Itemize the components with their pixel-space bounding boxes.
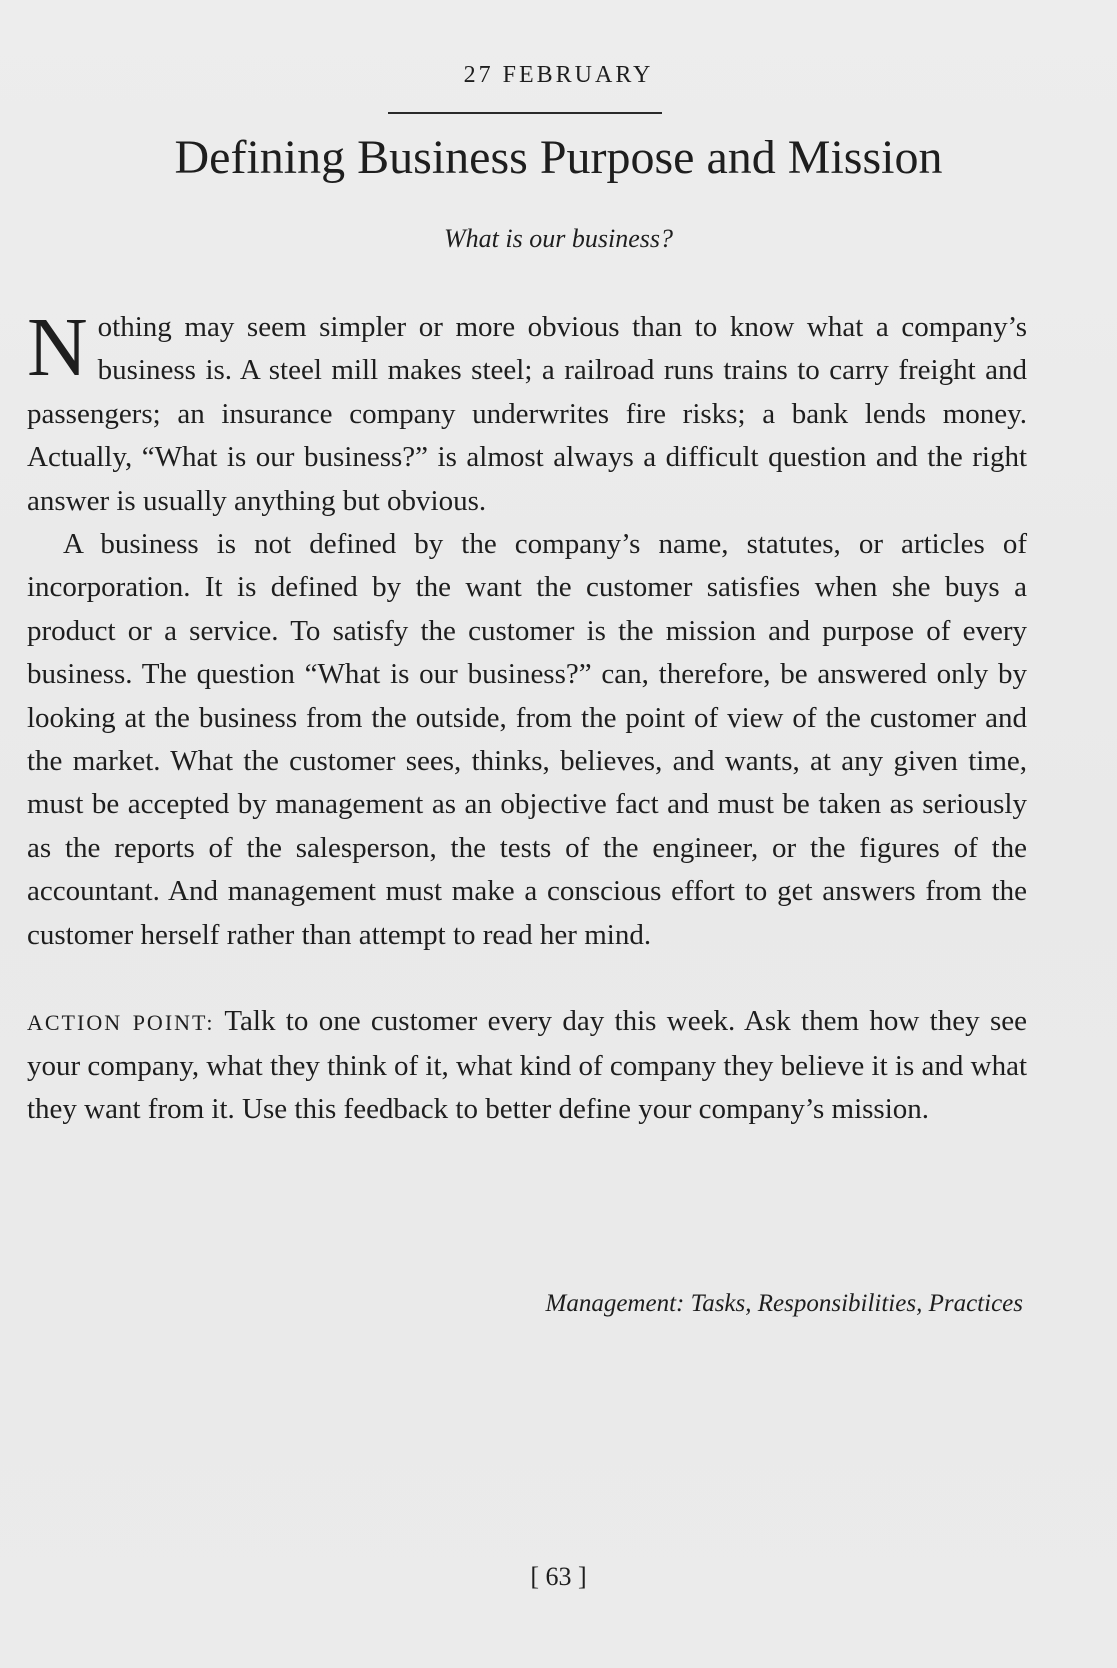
- paragraph-2: A business is not defined by the company’s name, statutes, or articles of incorporation. It is defined by the want the customer satisfies when she buys a product or a service. To satisfy the customer is the mission and purpose of every business. The question “What is our business?” can, therefore, be answered only by looking at the business from the outside, from the point of view of the customer and the market. What the customer sees, thinks, believes, and wants, at any given time, must be accepted by management as an objective fact and must be taken as seriously as the reports of the salesperson, the tests of the engineer, or the figures of the accountant. And management must make a conscious effort to get answers from the customer herself rather than attempt to read her mind.: [27, 528, 1027, 951]
- source-citation: [546, 1290, 1024, 1318]
- page-number: [ 63 ]: [530, 1562, 587, 1591]
- action-point: [27, 1000, 1027, 1131]
- action-point-text: Talk to one customer every day this week. Ask them how they see your company, what they think of it, what kind of company they believe it is and what they want from it. Use this feedback to better define your company’s mission.: [27, 1005, 1028, 1125]
- action-point-label: ACTION POINT:: [27, 1010, 215, 1036]
- source-prefix: Management:: [545, 1290, 685, 1317]
- paragraph-1: [27, 301, 1027, 523]
- page-title: Defining Business Purpose and Mission: [174, 131, 943, 184]
- source-suffix: Tasks, Responsibilities, Practices: [690, 1290, 1023, 1317]
- drop-cap: N: [27, 301, 88, 394]
- page-date: 27 FEBRUARY: [463, 62, 654, 88]
- page-subtitle: What is our business?: [444, 224, 673, 253]
- header-divider: [388, 112, 662, 114]
- paragraph-1-text: othing may seem simpler or more obvious than to know what a company’s business is. A steel mill makes steel; a railroad runs trains to carry freight and passengers; an insurance company underwrites fire risks; a bank lends money. Actually, “What is our business?” is almost always a difficult question and the right answer is usually anything but obvious.: [27, 311, 1027, 517]
- body-text: [27, 301, 1028, 1131]
